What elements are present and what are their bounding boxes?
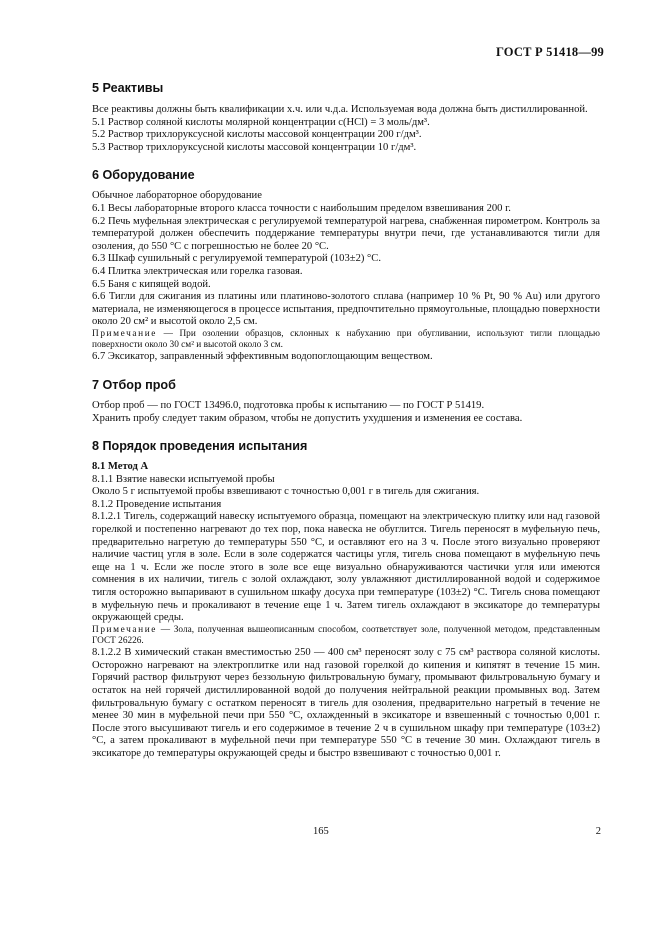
- section-6-note: [92, 329, 600, 351]
- section-5-item-3: 5.3 Раствор трихлоруксусной кислоты массовой концентрации 10 г/дм³.: [92, 141, 417, 153]
- section-6-item-3: 6.3 Шкаф сушильный с регулируемой температурой (103±2) °C.: [92, 253, 381, 265]
- section-8-title: 8 Порядок проведения испытания: [92, 439, 308, 454]
- section-6-title: 6 Оборудование: [92, 168, 195, 183]
- subsection-8-1-2-1: 8.1.2.1 Тигель, содержащий навеску испытуемого образца, помещают на электрическую плитку или над газовой горелкой и постепенно нагревают до тех пор, пока навеска не обуглится. Тигель переносят в муфельную печь, предварительно нагретую до температуры 550 °C, и оставляют его на 3 ч. После этого визуально проверяют наличие частиц угля в золе. Если в золе содержатся частицы угля, тигель снова помещают в муфельную печь еще на 1 ч. Если же после этого в золе все еще визуально обнаруживаются частички угля или имеются сомнения в их наличии, тигель с золой охлаждают, золу увлажняют дистиллированной водой и содержимое тигля осторожно выпаривают в сушильном шкафу досуха при температуре (103±2) °C. Тигель снова помещают в муфельную печь и прокаливают в течение еще 1 ч. Затем тигель охлаждают в эксикаторе до температуры окружающей среды.: [92, 511, 600, 624]
- section-7-para-2: Хранить пробу следует таким образом, чтобы не допустить ухудшения и изменения ее состава.: [92, 412, 523, 424]
- section-7-title: 7 Отбор проб: [92, 377, 176, 392]
- note-text: — Зола, полученная вышеописанным способом, соответствует золе, полученной методом, представленным ГОСТ 26226.: [92, 624, 600, 647]
- method-a-title: 8.1 Метод А: [92, 461, 149, 473]
- section-6-item-7: 6.7 Эксикатор, заправленный эффективным водопоглощающим веществом.: [92, 351, 433, 363]
- subsection-8-1-1-text: Около 5 г испытуемой пробы взвешивают с точностью 0,001 г в тигель для сжигания.: [92, 486, 480, 498]
- note-label: Примечание: [92, 624, 157, 635]
- section-5-title: 5 Реактивы: [92, 81, 164, 95]
- section-6-intro: Обычное лабораторное оборудование: [92, 190, 262, 202]
- section-8-note: [92, 625, 600, 647]
- section-5-item-1: 5.1 Раствор соляной кислоты молярной концентрации c(HCl) = 3 моль/дм³.: [92, 116, 430, 128]
- sheet-number: 2: [595, 826, 601, 837]
- section-6-item-6: 6.6 Тигли для сжигания из платины или платиново-золотого сплава (например 10 % Pt, 90 % Au) или другого материала, не изменяющегося в процессе испытания, предпочтительно прямоугольные, площадью поверхности около 20 см² и высотой около 2,5 см.: [92, 291, 600, 328]
- section-7-para-1: Отбор проб — по ГОСТ 13496.0, подготовка пробы к испытанию — по ГОСТ Р 51419.: [92, 399, 485, 411]
- page-number: 165: [313, 826, 329, 837]
- subsection-8-1-2: 8.1.2 Проведение испытания: [92, 498, 222, 510]
- section-6-item-1: 6.1 Весы лабораторные второго класса точности с наибольшим пределом взвешивания 200 г.: [92, 202, 511, 214]
- note-label: Примечание: [92, 328, 157, 339]
- section-5-item-2: 5.2 Раствор трихлоруксусной кислоты массовой концентрации 200 г/дм³.: [92, 129, 422, 141]
- document-header-id: ГОСТ Р 51418—99: [495, 45, 604, 59]
- section-6-item-5: 6.5 Баня с кипящей водой.: [92, 278, 211, 290]
- section-6-item-2: 6.2 Печь муфельная электрическая с регулируемой температурой нагрева, снабженная пирометром. Контроль за температурой должен обеспечить поддержание температуры внутри печи, где устанавливаются тигли для озоления, до 550 °C с погрешностью не более 20 °C.: [92, 215, 600, 252]
- subsection-8-1-1: 8.1.1 Взятие навески испытуемой пробы: [92, 473, 275, 485]
- document-body: [92, 76, 600, 761]
- section-6-item-4: 6.4 Плитка электрическая или горелка газовая.: [92, 265, 303, 277]
- note-text: — При озолении образцов, склонных к набуханию при обугливании, используют тигли площадью поверхности около 30 см² и высотой около 3 см.: [92, 328, 600, 351]
- section-5-intro: Все реактивы должны быть квалификации х.ч. или ч.д.а. Используемая вода должна быть дистиллированной.: [92, 104, 588, 115]
- subsection-8-1-2-2: 8.1.2.2 В химический стакан вместимостью 250 — 400 см³ переносят золу с 75 см³ раствора соляной кислоты. Осторожно нагревают на электроплитке или над газовой горелкой до кипения и кипятят в течение 15 мин. Горячий раствор фильтруют через беззольную фильтровальную бумагу, промывают фильтровальную бумагу и остаток на ней горячей дистиллированной водой до получения нейтральной реакции промывных вод. Затем фильтровальную бумагу с остатком переносят в тигель для озоления, предварительно нагретый в течение не менее 30 мин в муфельной печи при 550 °C, охлажденный в эксикаторе и взвешенный с точностью 0,001 г. После этого высушивают тигель и его содержимое в течение 2 ч в сушильном шкафу при температуре (103±2) °C, а затем прокаливают в муфельной печи при температуре 550 °C в течение 30 мин. Охлаждают тигель в эксикаторе до температуры окружающей среды и быстро взвешивают с точностью 0,001 г.: [92, 647, 600, 759]
